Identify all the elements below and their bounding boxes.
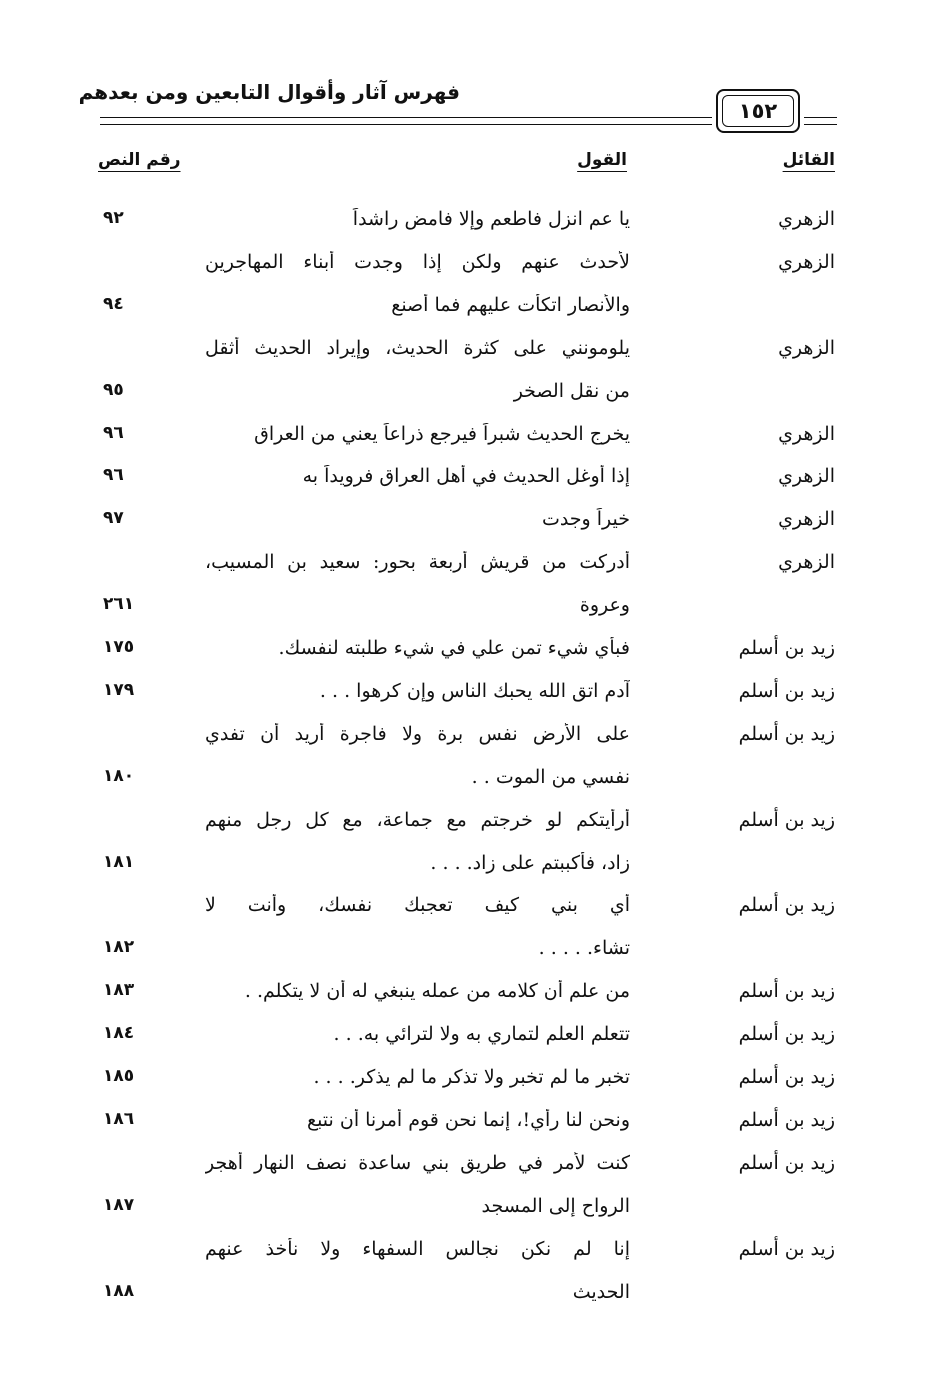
speaker-name: زيد بن أسلم: [738, 980, 835, 1003]
saying-text: وعروة: [579, 594, 630, 617]
speaker-name: زيد بن أسلم: [738, 1066, 835, 1088]
text-number: ١٨٨: [103, 1280, 135, 1301]
index-line: [0, 286, 941, 326]
text-number: ٩٦: [103, 465, 124, 486]
column-heading-saying: القول: [577, 150, 627, 170]
header-rule-right-bottom: [804, 124, 837, 125]
speaker-name: الزهري: [778, 422, 835, 445]
index-line: [0, 629, 941, 669]
text-number: ١٨١: [103, 851, 135, 872]
index-line: [0, 243, 941, 283]
header-rule-top: [100, 117, 712, 118]
saying-text: ونحن لنا رأي!، إنما نحن قوم أمرنا أن نتبع: [306, 1108, 630, 1131]
saying-text: لأحدث عنهم ولكن إذا وجدت أبناء المهاجرين: [205, 250, 630, 273]
column-heading-text-number: رقم النص: [98, 150, 181, 170]
saying-text: آدم اتق الله يحبك الناس وإن كرهوا . . .: [319, 679, 630, 702]
index-line: [0, 500, 941, 540]
text-number: ٩٦: [103, 422, 124, 443]
index-line: [0, 543, 941, 583]
text-number: ٩٧: [103, 508, 124, 529]
text-number: ١٨٦: [103, 1108, 135, 1129]
index-line: [0, 844, 941, 884]
saying-text: أي بني كيف تعجبك نفسك، وأنت لا: [205, 894, 630, 917]
saying-text: يلومونني على كثرة الحديث، وإيراد الحديث أثقل: [205, 336, 630, 359]
speaker-name: زيد بن أسلم: [738, 637, 835, 659]
saying-text: إنا لم نكن نجالس السفهاء ولا نأخذ عنهم: [205, 1237, 630, 1260]
index-line: [0, 200, 941, 240]
saying-text: فبأي شيء تمن علي في شيء طلبته لنفسك.: [278, 637, 630, 659]
header-rule-bottom: [100, 124, 712, 125]
speaker-name: زيد بن أسلم: [738, 1023, 835, 1046]
speaker-name: الزهري: [778, 465, 835, 488]
index-line: [0, 1101, 941, 1141]
running-header-title: فهرس آثار وأقوال التابعين ومن بعدهم: [78, 80, 460, 104]
index-line: [0, 672, 941, 712]
saying-text: الرواح إلى المسجد: [481, 1194, 630, 1217]
text-number: ١٨٧: [103, 1194, 135, 1215]
speaker-name: زيد بن أسلم: [738, 894, 835, 917]
text-number: ١٧٥: [103, 637, 135, 657]
text-number: ٢٦١: [103, 594, 135, 615]
speaker-name: زيد بن أسلم: [738, 808, 835, 831]
index-line: [0, 1187, 941, 1227]
saying-text: والأنصار اتكأت عليهم فما أصنع: [391, 293, 630, 316]
index-line: [0, 1144, 941, 1184]
index-line: [0, 929, 941, 969]
speaker-name: زيد بن أسلم: [738, 1237, 835, 1260]
speaker-name: زيد بن أسلم: [738, 679, 835, 702]
saying-text: إذا أوغل الحديث في أهل العراق فرويداً به: [302, 465, 630, 488]
text-number: ١٨٣: [103, 980, 135, 1001]
index-line: [0, 1273, 941, 1313]
saying-text: من علم أن كلامه من عمله ينبغي له أن لا يتكلم. .: [244, 980, 630, 1003]
text-number: ٩٤: [103, 293, 124, 314]
text-number: ١٨٢: [103, 937, 135, 958]
saying-text: أرأيتكم لو خرجتم مع جماعة، مع كل رجل منهم: [205, 808, 630, 831]
index-line: [0, 372, 941, 412]
speaker-name: الزهري: [778, 551, 835, 574]
column-heading-speaker: القائل: [782, 150, 835, 170]
speaker-name: زيد بن أسلم: [738, 722, 835, 745]
speaker-name: زيد بن أسلم: [738, 1108, 835, 1131]
saying-text: تشاء. . . . .: [538, 937, 630, 960]
saying-text: يخرج الحديث شبراً فيرجع ذراعاً يعني من العراق: [254, 422, 630, 445]
text-number: ١٨٥: [103, 1066, 135, 1086]
index-line: [0, 715, 941, 755]
speaker-name: الزهري: [778, 250, 835, 273]
saying-text: على الأرض نفس برة ولا فاجرة أريد أن تفدي: [205, 722, 630, 745]
saying-text: كنت لأمر في طريق بني ساعدة نصف النهار أهجر: [205, 1151, 630, 1174]
index-line: [0, 1058, 941, 1098]
index-line: [0, 758, 941, 798]
header-rule-right-top: [804, 117, 837, 118]
speaker-name: الزهري: [778, 336, 835, 359]
index-line: [0, 329, 941, 369]
index-line: [0, 457, 941, 497]
text-number: ١٨٠: [103, 765, 135, 786]
saying-text: تتعلم العلم لتماري به ولا لترائي به. . .: [333, 1023, 630, 1046]
saying-text: تخبر ما لم تخبر ولا تذكر ما لم يذكر. . . .: [313, 1066, 630, 1088]
saying-text: نفسي من الموت . .: [471, 765, 630, 788]
page-number: ١٥٢: [722, 95, 794, 127]
saying-text: يا عم انزل فاطعم وإلا فامض راشداً: [352, 208, 630, 230]
text-number: ٩٥: [103, 379, 124, 400]
saying-text: أدركت من قريش أربعة بحور: سعيد بن المسيب،: [205, 551, 630, 574]
speaker-name: زيد بن أسلم: [738, 1151, 835, 1174]
index-line: [0, 586, 941, 626]
index-line: [0, 415, 941, 455]
saying-text: خيراً وجدت: [541, 508, 630, 531]
speaker-name: الزهري: [778, 208, 835, 230]
saying-text: من نقل الصخر: [513, 379, 630, 402]
saying-text: زاد، فأكببتم على زاد. . . .: [430, 851, 630, 874]
text-number: ٩٢: [103, 208, 124, 228]
index-line: [0, 1230, 941, 1270]
text-number: ١٧٩: [103, 679, 135, 700]
text-number: ١٨٤: [103, 1023, 135, 1044]
index-line: [0, 972, 941, 1012]
saying-text: الحديث: [572, 1280, 630, 1303]
index-line: [0, 801, 941, 841]
index-line: [0, 886, 941, 926]
page-number-frame: [716, 89, 800, 133]
index-line: [0, 1015, 941, 1055]
speaker-name: الزهري: [778, 508, 835, 531]
